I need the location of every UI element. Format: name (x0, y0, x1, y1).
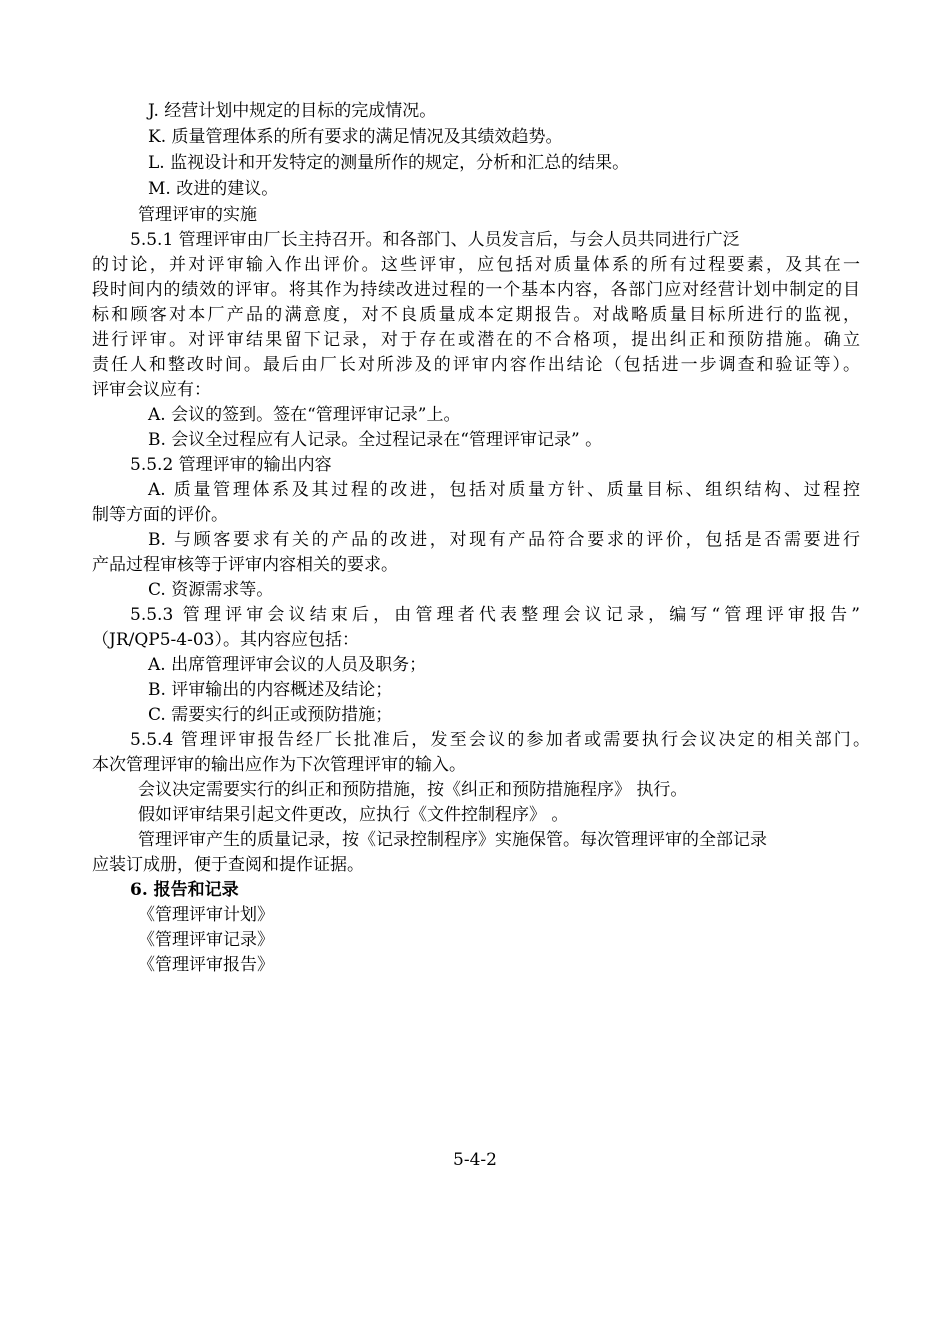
list-item-j: J. 经营计划中规定的目标的完成情况。 (148, 101, 437, 121)
paragraph-line: 5.5.4 管理评审报告经厂长批准后，发至会议的参加者或需要执行会议决定的相关部门。 (130, 730, 870, 750)
section-heading: 管理评审的实施 (138, 205, 257, 225)
list-item-b: B. 评审输出的内容概述及结论； (148, 680, 393, 700)
paragraph-line: 进行评审。对评审结果留下记录，对于存在或潜在的不合格项，提出纠正和预防措施。确立 (92, 330, 860, 350)
list-item-b: B. 会议全过程应有人记录。全过程记录在“管理评审记录” 。 (148, 430, 603, 450)
paragraph-line: 管理评审产生的质量记录，按《记录控制程序》实施保管。每次管理评审的全部记录 (138, 830, 767, 850)
paragraph-line: 段时间内的绩效的评审。将其作为持续改进过程的一个基本内容，各部门应对经营计划中制定的目 (92, 280, 860, 300)
list-item-c: C. 需要实行的纠正或预防措施； (148, 705, 393, 725)
paragraph-line: 标和顾客对本厂产品的满意度，对不良质量成本定期报告。对战略质量目标所进行的监视， (92, 305, 860, 325)
paragraph-line: 的讨论，并对评审输入作出评价。这些评审，应包括对质量体系的所有过程要素，及其在一 (92, 255, 860, 275)
record-item: 《管理评审计划》 (138, 905, 274, 925)
list-item-m: M. 改进的建议。 (148, 179, 279, 199)
section-heading-reports: 6. 报告和记录 (130, 880, 239, 900)
list-item-l: L. 监视设计和开发特定的测量所作的规定，分析和汇总的结果。 (148, 153, 630, 173)
paragraph-line: （JR/QP5-4-03）。其内容应包括： (92, 630, 359, 650)
paragraph-line: 本次管理评审的输出应作为下次管理评审的输入。 (92, 755, 466, 775)
paragraph-line: 会议决定需要实行的纠正和预防措施，按《纠正和预防措施程序》 执行。 (138, 780, 688, 800)
paragraph-line: 应装订成册，便于查阅和提作证据。 (92, 855, 364, 875)
list-item-a: A. 质量管理体系及其过程的改进，包括对质量方针、质量目标、组织结构、过程控 (148, 480, 860, 500)
paragraph-line: 制等方面的评价。 (92, 505, 228, 525)
paragraph-line: 假如评审结果引起文件更改，应执行《文件控制程序》 。 (138, 805, 569, 825)
paragraph-line: 责任人和整改时间。最后由厂长对所涉及的评审内容作出结论（包括进一步调查和验证等）。 (92, 355, 860, 375)
paragraph-line: 5.5.1 管理评审由厂长主持召开。和各部门、人员发言后，与会人员共同进行广泛 (130, 230, 740, 250)
list-item-a: A. 会议的签到。签在“管理评审记录”上。 (148, 405, 461, 425)
list-item-a: A. 出席管理评审会议的人员及职务； (148, 655, 427, 675)
paragraph-line: 评审会议应有： (92, 380, 211, 400)
list-item-b: B. 与顾客要求有关的产品的改进，对现有产品符合要求的评价，包括是否需要进行 (148, 530, 860, 550)
paragraph-line: 5.5.3 管理评审会议结束后，由管理者代表整理会议记录，编写“管理评审报告” (130, 605, 860, 625)
paragraph-line: 产品过程审核等于评审内容相关的要求。 (92, 555, 398, 575)
record-item: 《管理评审记录》 (138, 930, 274, 950)
list-item-c: C. 资源需求等。 (148, 580, 274, 600)
page-number: 5-4-2 (453, 1150, 497, 1170)
list-item-k: K. 质量管理体系的所有要求的满足情况及其绩效趋势。 (148, 127, 563, 147)
record-item: 《管理评审报告》 (138, 955, 274, 975)
subsection-heading: 5.5.2 管理评审的输出内容 (130, 455, 332, 475)
